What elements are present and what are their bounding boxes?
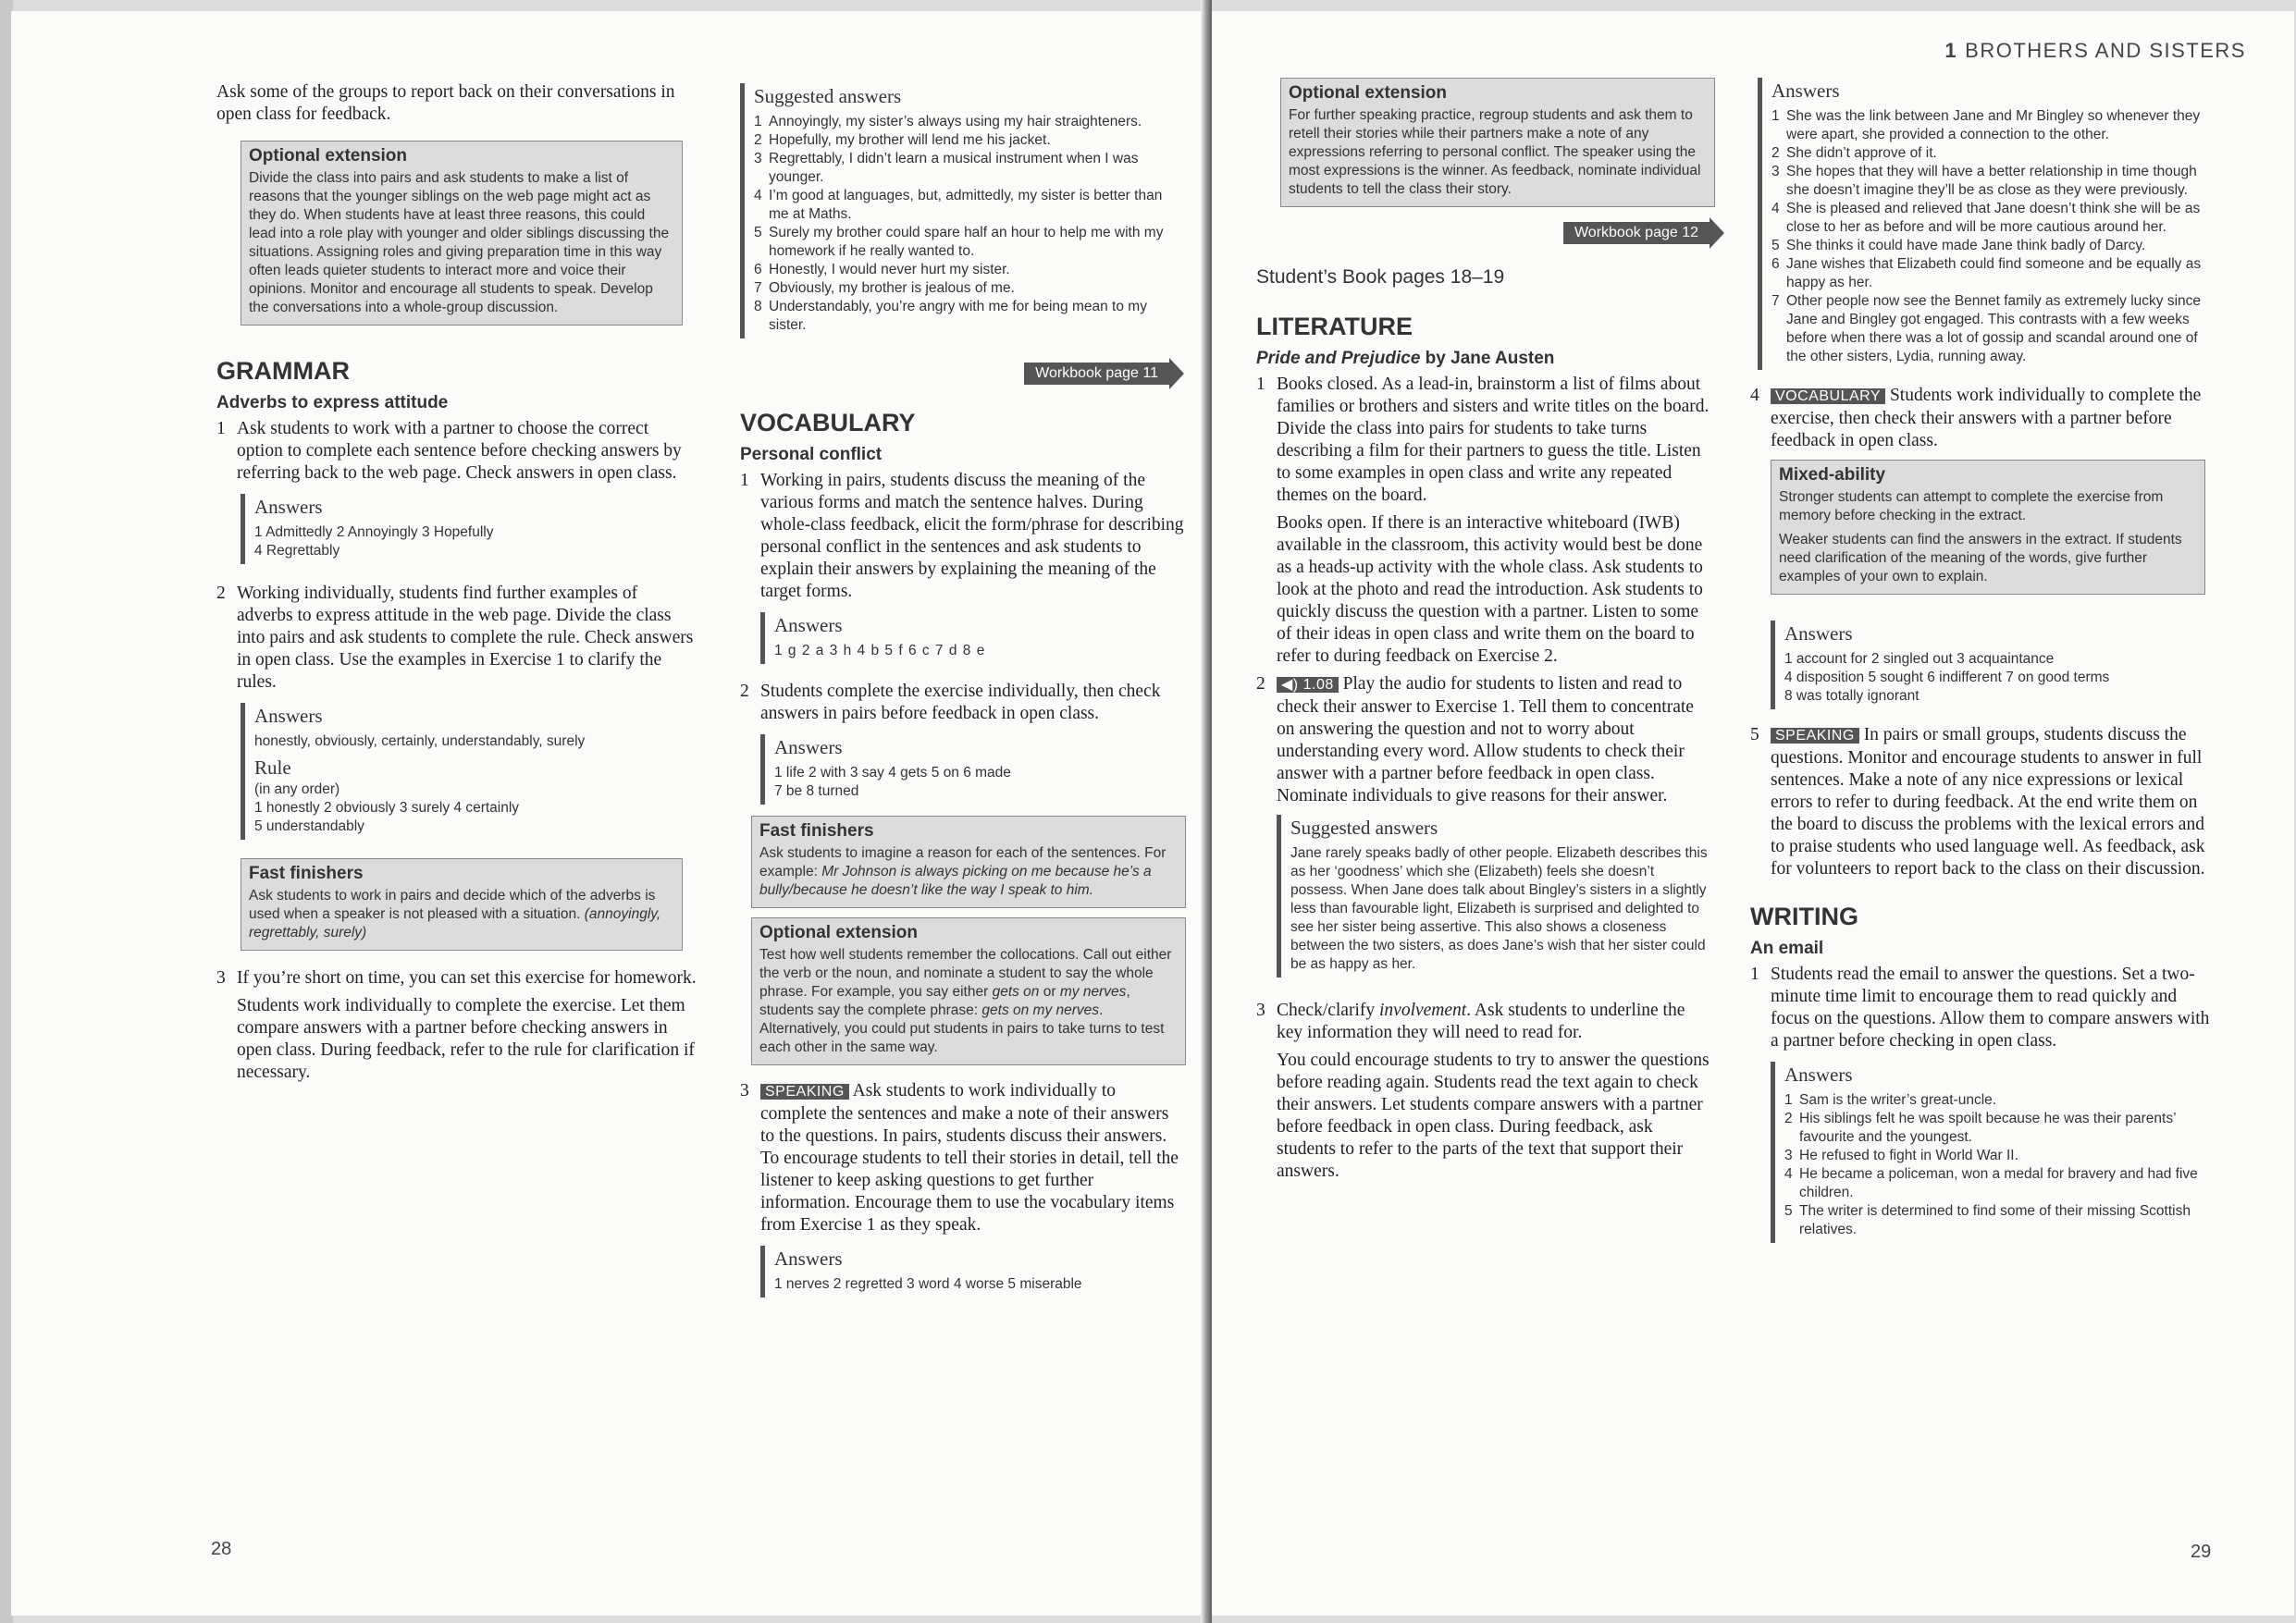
answers-list xyxy=(1771,107,2213,366)
answer-number: 1 xyxy=(1771,108,1780,124)
page-number: 28 xyxy=(211,1539,232,1559)
exercise-text: You could encourage students to try to answer the questions before reading again. Students read the text again to check their answers. Let students compare answers with a partner before feedback in open class. During feedback, ask students to refer to the parts of the text that support their answers. xyxy=(1277,1051,1710,1181)
exercise-number: 2 xyxy=(1256,674,1265,694)
answer-number: 1 xyxy=(754,114,762,129)
answers-text: Jane rarely speaks badly of other people. Elizabeth describes this as her ‘goodness’ which she (Elizabeth) feels she doesn’t possess. When Jane does talk about Bingley’s sisters in a slightly less than favourable light, Elizabeth is surprised and delighted to see her sister being assertive. This also shows a closeness between the two sisters, as does Jane’s wish that her sister could be as happy as her. xyxy=(1290,845,1708,972)
left-column-1 xyxy=(216,81,697,1089)
answer-text: Other people now see the Bennet family as extremely lucky since Jane and Bingley got engaged. This contrasts with a few weeks before when there was a lot of gossip and scandal around one of the other sisters, Lydia, running away. xyxy=(1786,293,2202,364)
answer-item xyxy=(1771,107,2213,144)
rule-note: (in any order) xyxy=(254,781,340,797)
exercise-text: Students read the email to answer the questions. Set a two-minute time limit to encourage them to read quickly and focus on the questions. Allow them to compare answers with a partner before checking in open class. xyxy=(1771,965,2210,1051)
exercise-text: . Ask students to underline the key information they will need to read for. xyxy=(1277,1001,1685,1042)
answers-line: 1 life 2 with 3 say 4 gets 5 on 6 made xyxy=(774,765,1011,781)
exercise-text: In pairs or small groups, students discuss the questions. Monitor and encourage students to answer in full sentences. Make a note of any nice expressions or lexical errors to refer to during feedback. At the end write them on the board to discuss the problems with the lexical errors and to praise students who used language well. As feedback, ask for volunteers to report back to the class on their discussion. xyxy=(1771,725,2205,879)
answers-box xyxy=(1758,78,2213,370)
exercise-number: 3 xyxy=(740,1081,749,1100)
fast-finishers-box xyxy=(241,858,683,951)
answer-item xyxy=(1771,144,2213,163)
box-title: Optional extension xyxy=(759,923,919,942)
answer-item xyxy=(1771,255,2213,292)
answers-box xyxy=(760,612,1184,664)
answer-text: Hopefully, my brother will lend me his jacket. xyxy=(769,132,1051,148)
answer-item xyxy=(754,279,1184,298)
literature-exercise-1 xyxy=(1256,374,1710,668)
answer-number: 5 xyxy=(754,225,762,240)
answer-text: Annoyingly, my sister’s always using my hair straighteners. xyxy=(769,114,1142,129)
answer-item xyxy=(1784,1110,2213,1147)
answers-line: 8 was totally ignorant xyxy=(1784,688,1920,704)
box-text: Weaker students can find the answers in the extract. If students need clarification of the meaning of the words, give further examples of your own to explain. xyxy=(1779,532,2182,584)
answer-number: 2 xyxy=(1771,145,1780,161)
exercise-text: Check/clarify xyxy=(1277,1001,1376,1020)
exercise-text: Ask students to work individually to complete the sentences and make a note of their answers to the questions. In pairs, students discuss their answers. To encourage students to tell their stories in detail, tell the listener to keep asking questions to get further information. Encourage them to use the vocabulary items from Exercise 1 as they speak. xyxy=(760,1081,1179,1235)
grammar-exercise-2 xyxy=(216,583,697,694)
answer-item xyxy=(1784,1091,2213,1110)
answer-number: 4 xyxy=(1784,1166,1793,1182)
exercise-text: If you’re short on time, you can set this exercise for homework. xyxy=(237,968,697,988)
answers-line: 1 g 2 a 3 h 4 b 5 f 6 c 7 d 8 e xyxy=(774,643,986,658)
audio-track-number: 1.08 xyxy=(1302,677,1334,693)
exercise-text: Books open. If there is an interactive whiteboard (IWB) available in the classroom, this activity would best be done as a heads-up activity with the whole class. Ask students to look at the photo and read the introduction. Ask students to quickly discuss the question with a partner. Listen to some of their ideas in open class and write them on the board to refer to during feedback on Exercise 2. xyxy=(1277,513,1703,666)
mixed-ability-box xyxy=(1771,460,2205,595)
box-text: Ask students to work in pairs and decide which of the adverbs is used when a speaker is not pleased with a situation. xyxy=(249,888,656,922)
intro-text: Ask some of the groups to report back on their conversations in open class for feedback. xyxy=(216,82,675,124)
students-book-pages: Student’s Book pages 18–19 xyxy=(1256,266,1505,288)
answers-line: 1 account for 2 singled out 3 acquaintance xyxy=(1784,651,2055,667)
answer-number: 3 xyxy=(754,151,762,166)
exercise-number: 1 xyxy=(1256,375,1265,394)
box-text: Test how well students remember the collocations. Call out either the verb or the noun, and nominate a student to say the whole phrase. For example, you say either xyxy=(759,947,1172,1000)
left-page xyxy=(11,11,1201,1616)
writing-subheading: An email xyxy=(1750,939,1824,958)
exercise-text: Working in pairs, students discuss the meaning of the various forms and match the sentence halves. During whole-class feedback, elicit the form/phrase for describing personal conflict in the sentences and ask students to explain their answers by explaining the meaning of the target forms. xyxy=(760,471,1184,601)
optional-extension-box xyxy=(751,917,1186,1065)
answers-title: Answers xyxy=(1784,622,1853,645)
answers-title: Answers xyxy=(774,736,843,758)
answer-text: Surely my brother could spare half an hour to help me with my homework if he really wanted to. xyxy=(769,225,1164,259)
exercise-text: Students work individually to complete the exercise. Let them compare answers with a partner before checking answers in open class. During feedback, refer to the rule for clarification if necessary. xyxy=(237,996,695,1082)
right-page xyxy=(1212,11,2294,1616)
answer-text: I’m good at languages, but, admittedly, my sister is better than me at Maths. xyxy=(769,188,1163,222)
vocab-exercise-2 xyxy=(740,681,1184,725)
book-title: Pride and Prejudice xyxy=(1256,349,1421,368)
exercise-number: 4 xyxy=(1750,386,1759,405)
fast-finishers-box xyxy=(751,816,1186,908)
box-text: , students say the complete phrase: xyxy=(759,984,1130,1018)
answer-number: 7 xyxy=(754,280,762,296)
answers-title: Suggested answers xyxy=(1290,817,1438,839)
answer-item xyxy=(1784,1147,2213,1165)
box-text: . Alternatively, you could put students in pairs to take turns to test each other in the same way. xyxy=(759,1002,1165,1055)
answers-title: Answers xyxy=(1771,80,1840,102)
box-title: Mixed-ability xyxy=(1779,465,1886,485)
rule-title: Rule xyxy=(254,756,291,779)
exercise-number: 3 xyxy=(216,968,226,988)
book-author: by Jane Austen xyxy=(1420,349,1555,368)
answers-box xyxy=(241,494,697,564)
literature-exercise-2 xyxy=(1256,673,1710,807)
page-number: 29 xyxy=(2191,1542,2212,1562)
suggested-answers-box xyxy=(1277,815,1710,977)
vocab-exercise-1 xyxy=(740,470,1184,603)
answer-text: He refused to fight in World War II. xyxy=(1799,1148,2018,1163)
speaking-tag: SPEAKING xyxy=(760,1084,849,1100)
rule-line: 1 honestly 2 obviously 3 surely 4 certainly xyxy=(254,800,520,816)
box-text: Stronger students can attempt to complete the exercise from memory before checking in the extract. xyxy=(1779,489,2164,523)
answers-box xyxy=(241,703,697,840)
literature-exercise-5 xyxy=(1750,724,2213,880)
answer-text: Obviously, my brother is jealous of me. xyxy=(769,280,1015,296)
answer-text: Regrettably, I didn’t learn a musical instrument when I was younger. xyxy=(769,151,1139,185)
rule-line: 5 understandably xyxy=(254,818,364,834)
exercise-italic: involvement xyxy=(1379,1001,1467,1020)
vocabulary-heading: VOCABULARY xyxy=(740,409,916,436)
answers-line: 1 Admittedly 2 Annoyingly 3 Hopefully xyxy=(254,524,494,540)
exercise-number: 2 xyxy=(740,682,749,701)
book-spine xyxy=(1201,0,1212,1623)
optional-extension-box xyxy=(241,141,683,326)
answer-text: He became a policeman, won a medal for bravery and had five children. xyxy=(1799,1166,2198,1200)
answer-item xyxy=(754,150,1184,187)
answer-number: 4 xyxy=(754,188,762,203)
speaking-tag: SPEAKING xyxy=(1771,728,1859,744)
answer-number: 7 xyxy=(1771,293,1780,309)
answer-item xyxy=(754,131,1184,150)
answer-item xyxy=(754,224,1184,261)
answer-item xyxy=(1771,200,2213,237)
exercise-text: Ask students to work with a partner to choose the correct option to complete each sentence before checking answers by referring back to the web page. Check answers in open class. xyxy=(237,419,682,483)
workbook-ref-row xyxy=(740,359,1184,390)
answer-number: 8 xyxy=(754,299,762,314)
workbook-ref-row xyxy=(1256,216,1710,248)
answer-number: 6 xyxy=(1771,256,1780,272)
answers-title: Answers xyxy=(254,496,323,518)
exercise-text: Students work individually to complete the exercise, then check their answers with a partner before feedback in open class. xyxy=(1771,386,2202,450)
writing-heading: WRITING xyxy=(1750,903,1858,930)
exercise-number: 1 xyxy=(1750,965,1759,984)
box-italic: gets on xyxy=(992,984,1040,1000)
answer-item xyxy=(754,298,1184,335)
answers-box xyxy=(760,1246,1184,1297)
answers-box xyxy=(1771,1062,2213,1243)
optional-extension-box xyxy=(1280,78,1715,207)
right-column-1 xyxy=(1256,78,1710,1188)
answer-number: 2 xyxy=(754,132,762,148)
box-italic: my nerves xyxy=(1059,984,1127,1000)
answer-text: She hopes that they will have a better relationship in time though she doesn’t imagine they’ll be as close as they were previously. xyxy=(1786,164,2197,198)
answers-line: 1 nerves 2 regretted 3 word 4 worse 5 miserable xyxy=(774,1276,1082,1292)
grammar-exercise-3 xyxy=(216,967,697,1084)
answers-line: honestly, obviously, certainly, understandably, surely xyxy=(254,733,586,749)
answer-text: She was the link between Jane and Mr Bingley so whenever they were apart, she provided a connection to the other. xyxy=(1786,108,2201,142)
exercise-text: Books closed. As a lead-in, brainstorm a list of films about families or brothers and sisters and write titles on the board. Divide the class into pairs for students to take turns describing a film for their partners to guess the title. Listen to some examples in open class and write any repeated themes on the board. xyxy=(1277,375,1710,505)
box-text: or xyxy=(1043,984,1056,1000)
answer-number: 5 xyxy=(1771,238,1780,253)
grammar-exercise-1 xyxy=(216,418,697,485)
left-column-2 xyxy=(740,83,1184,1297)
exercise-text: Play the audio for students to listen and read to check their answer to Exercise 1. Tell them to concentrate on answering the question and not to worry about understanding every word. Allow students to check their answer with a partner before feedback in open class. Nominate individuals to give reasons for their answer. xyxy=(1277,674,1694,805)
box-title: Optional extension xyxy=(1289,83,1448,103)
answer-number: 3 xyxy=(1784,1148,1793,1163)
answer-text: She didn’t approve of it. xyxy=(1786,145,1937,161)
vocab-exercise-3 xyxy=(740,1080,1184,1236)
vocabulary-tag: VOCABULARY xyxy=(1771,388,1885,404)
answers-line: 7 be 8 turned xyxy=(774,783,859,799)
literature-exercise-4 xyxy=(1750,385,2213,452)
suggested-answers-box xyxy=(740,83,1184,338)
answer-number: 2 xyxy=(1784,1111,1793,1126)
answer-text: His siblings felt he was spoilt because he was their parents’ favourite and the youngest. xyxy=(1799,1111,2176,1145)
exercise-text: Working individually, students find further examples of adverbs to express attitude in the web page. Divide the class into pairs and ask students to complete the rule. Check answers in open class. Use the examples in Exercise 1 to clarify the rules. xyxy=(237,584,694,692)
exercise-number: 1 xyxy=(740,471,749,490)
exercise-number: 2 xyxy=(216,584,226,603)
answer-item xyxy=(754,187,1184,224)
answer-item xyxy=(1771,292,2213,366)
unit-title: BROTHERS AND SISTERS xyxy=(1965,39,2246,62)
writing-exercise-1 xyxy=(1750,964,2213,1052)
answers-line: 4 disposition 5 sought 6 indifferent 7 on good terms xyxy=(1784,670,2110,685)
audio-icon: ◀) xyxy=(1281,677,1299,693)
answer-number: 3 xyxy=(1771,164,1780,179)
literature-heading: LITERATURE xyxy=(1256,313,1413,340)
exercise-text: Students complete the exercise individually, then check answers in pairs before feedback in open class. xyxy=(760,682,1161,723)
answer-text: She thinks it could have made Jane think badly of Darcy. xyxy=(1786,238,2146,253)
answer-text: Understandably, you’re angry with me for being mean to my sister. xyxy=(769,299,1147,333)
answers-line: 4 Regrettably xyxy=(254,543,340,559)
box-text: For further speaking practice, regroup students and ask them to retell their stories while their partners make a note of any expressions referring to personal conflict. The speaker using the most expressions is the winner. As feedback, nominate individual students to tell the class their story. xyxy=(1289,107,1701,197)
workbook-page-12-tag: Workbook page 12 xyxy=(1563,222,1710,244)
suggested-answers-list xyxy=(754,113,1184,335)
answers-title: Answers xyxy=(1784,1064,1853,1086)
vocabulary-subheading: Personal conflict xyxy=(740,445,883,464)
answers-title: Answers xyxy=(774,1248,843,1270)
answer-item xyxy=(754,113,1184,131)
literature-exercise-3 xyxy=(1256,1000,1710,1183)
box-title: Fast finishers xyxy=(249,864,364,883)
box-title: Fast finishers xyxy=(759,821,874,841)
unit-header xyxy=(1944,39,2246,63)
exercise-number: 3 xyxy=(1256,1001,1265,1020)
grammar-subheading: Adverbs to express attitude xyxy=(216,393,449,412)
answers-list xyxy=(1784,1091,2213,1239)
answer-item xyxy=(1784,1202,2213,1239)
literature-subheading xyxy=(1256,349,1710,369)
workbook-page-11-tag: Workbook page 11 xyxy=(1024,363,1169,385)
answers-box xyxy=(1771,621,2213,709)
box-text: Ask students to imagine a reason for each of the sentences. For example: xyxy=(759,845,1167,879)
box-italic: (annoyingly, regrettably, surely) xyxy=(249,906,661,941)
answer-number: 6 xyxy=(754,262,762,277)
box-italic: gets on my nerves xyxy=(981,1002,1100,1018)
answer-item xyxy=(754,261,1184,279)
answer-number: 1 xyxy=(1784,1092,1793,1108)
answer-item xyxy=(1771,163,2213,200)
box-text: Divide the class into pairs and ask students to make a list of reasons that the younger siblings on the web page might act as they do. When students have at least three reasons, this could lead into a role play with younger and older siblings discussing the situations. Assigning roles and giving preparation time in this way often leads quieter students to interact more and voice their opinions. Monitor and encourage all students to speak. Develop the conversations into a whole-group discussion. xyxy=(249,170,670,315)
right-column-2 xyxy=(1750,78,2213,1243)
answers-title: Answers xyxy=(254,705,323,727)
answer-text: The writer is determined to find some of their missing Scottish relatives. xyxy=(1799,1203,2191,1237)
grammar-heading: GRAMMAR xyxy=(216,357,350,385)
answer-item xyxy=(1784,1165,2213,1202)
answer-number: 5 xyxy=(1784,1203,1793,1219)
answer-text: She is pleased and relieved that Jane doesn’t think she will be as close to her as before and will be more cautious around her. xyxy=(1786,201,2201,235)
answers-title: Suggested answers xyxy=(754,85,902,107)
audio-track-tag xyxy=(1277,677,1339,693)
answer-text: Honestly, I would never hurt my sister. xyxy=(769,262,1010,277)
exercise-number: 1 xyxy=(216,419,226,438)
exercise-number: 5 xyxy=(1750,725,1759,744)
unit-number: 1 xyxy=(1944,39,1958,62)
box-title: Optional extension xyxy=(249,146,408,166)
answer-text: Jane wishes that Elizabeth could find someone and be equally as happy as her. xyxy=(1786,256,2202,290)
box-italic: Mr Johnson is always picking on me because he’s a bully/because he doesn’t like the way I speak to him. xyxy=(759,864,1152,898)
answer-text: Sam is the writer’s great-uncle. xyxy=(1799,1092,1997,1108)
answer-item xyxy=(1771,237,2213,255)
answers-title: Answers xyxy=(774,614,843,636)
answers-box xyxy=(760,734,1184,805)
answer-number: 4 xyxy=(1771,201,1780,216)
